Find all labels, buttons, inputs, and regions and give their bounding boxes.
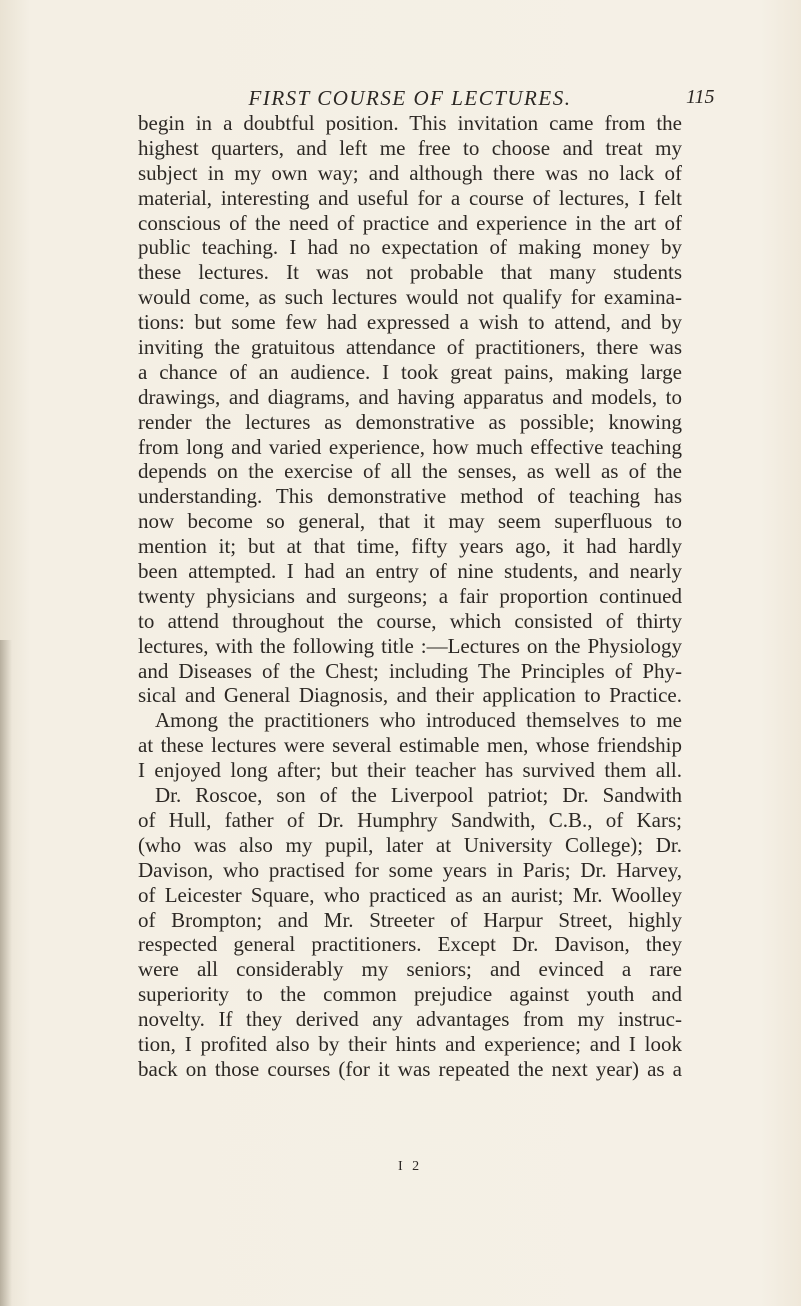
text-line: drawings, and diagrams, and having apparatus and models, to <box>138 384 682 409</box>
text-line: would come, as such lectures would not qualify for examina- <box>138 285 682 310</box>
text-line: lectures, with the following title :—Lectures on the Physiology <box>138 633 682 658</box>
text-line: I enjoyed long after; but their teacher has survived them all. <box>138 758 682 783</box>
text-line: of Leicester Square, who practiced as an aurist; Mr. Woolley <box>138 882 682 907</box>
text-line: now become so general, that it may seem superfluous to <box>138 509 682 534</box>
text-line: depends on the exercise of all the senses, as well as of the <box>138 459 682 484</box>
binding-shadow <box>0 640 12 1306</box>
text-line: respected general practitioners. Except Dr. Davison, they <box>138 932 682 957</box>
text-line: sical and General Diagnosis, and their application to Practice. <box>138 683 682 708</box>
text-line: understanding. This demonstrative method of teaching has <box>138 484 682 509</box>
text-line: twenty physicians and surgeons; a fair proportion continued <box>138 583 682 608</box>
signature-mark: I 2 <box>398 1159 423 1174</box>
text-line: conscious of the need of practice and experience in the art of <box>138 210 682 235</box>
text-line: superiority to the common prejudice against youth and <box>138 982 682 1007</box>
text-line: inviting the gratuitous attendance of practitioners, there was <box>138 335 682 360</box>
text-line: were all considerably my seniors; and evinced a rare <box>138 957 682 982</box>
text-line: begin in a doubtful position. This invitation came from the <box>138 111 682 135</box>
text-line: novelty. If they derived any advantages from my instruc- <box>138 1007 682 1032</box>
text-line: mention it; but at that time, fifty years ago, it had hardly <box>138 534 682 559</box>
text-line: Among the practitioners who introduced themselves to me <box>155 708 682 733</box>
text-line: Dr. Roscoe, son of the Liverpool patriot; Dr. Sandwith <box>155 783 682 808</box>
text-line: material, interesting and useful for a course of lectures, I felt <box>138 185 682 210</box>
running-title: FIRST COURSE OF LECTURES. <box>248 86 572 110</box>
text-line: of Brompton; and Mr. Streeter of Harpur Street, highly <box>138 907 682 932</box>
text-line: subject in my own way; and although there was no lack of <box>138 160 682 185</box>
text-line: tions: but some few had expressed a wish to attend, and by <box>138 310 682 335</box>
text-line: at these lectures were several estimable men, whose friendship <box>138 733 682 758</box>
text-line: to attend throughout the course, which consisted of thirty <box>138 608 682 633</box>
text-line: and Diseases of the Chest; including The Principles of Phy- <box>138 658 682 683</box>
text-line: a chance of an audience. I took great pains, making large <box>138 359 682 384</box>
text-line: back on those courses (for it was repeated the next year) as a <box>138 1056 682 1081</box>
body-text <box>138 111 682 1082</box>
text-line: render the lectures as demonstrative as possible; knowing <box>138 409 682 434</box>
text-line: from long and varied experience, how much effective teaching <box>138 434 682 459</box>
text-line: highest quarters, and left me free to choose and treat my <box>138 135 682 160</box>
text-line: of Hull, father of Dr. Humphry Sandwith, C.B., of Kars; <box>138 807 682 832</box>
text-line: public teaching. I had no expectation of making money by <box>138 235 682 260</box>
text-line: tion, I profited also by their hints and experience; and I look <box>138 1031 682 1056</box>
text-line: these lectures. It was not probable that many students <box>138 260 682 285</box>
text-line: been attempted. I had an entry of nine students, and nearly <box>138 559 682 584</box>
page-number: 115 <box>686 86 715 108</box>
text-line: Davison, who practised for some years in Paris; Dr. Harvey, <box>138 857 682 882</box>
text-line: (who was also my pupil, later at University College); Dr. <box>138 832 682 857</box>
